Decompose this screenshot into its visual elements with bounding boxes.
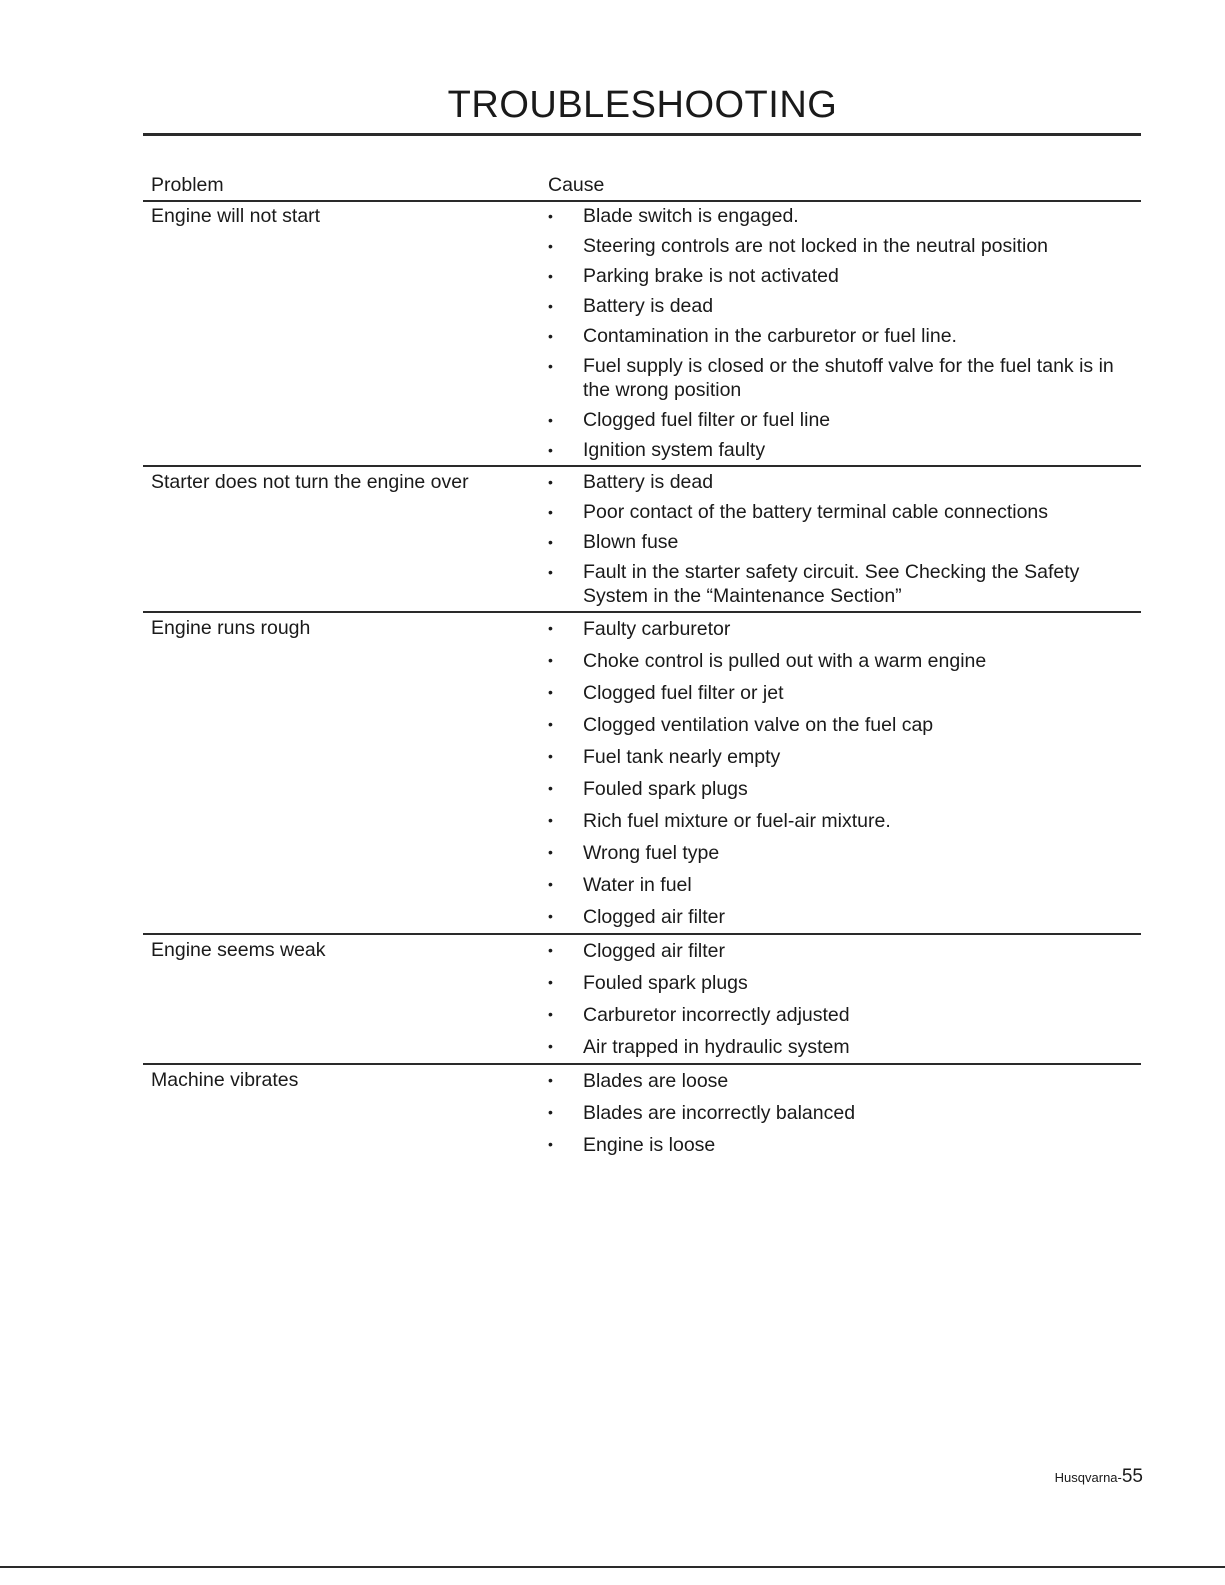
problem-column-header: Problem <box>151 174 224 196</box>
problem-label: Engine runs rough <box>151 617 311 639</box>
problem-group <box>143 613 1141 935</box>
cause-item <box>548 557 1141 611</box>
bullet-icon: • <box>548 684 553 700</box>
cause-item <box>548 613 1141 645</box>
page-footer <box>1055 1466 1143 1488</box>
bullet-icon: • <box>548 1072 553 1088</box>
bullet-icon: • <box>548 534 553 550</box>
cause-text: Battery is dead <box>583 295 714 317</box>
cause-text: Clogged air filter <box>583 940 725 962</box>
bullet-icon: • <box>548 298 553 314</box>
cause-list <box>143 613 1141 933</box>
bullet-icon: • <box>548 652 553 668</box>
cause-text: Fault in the starter safety circuit. See Checking the Safety System in the “Maintenance Section” <box>583 561 1080 607</box>
cause-column-header: Cause <box>548 174 605 196</box>
cause-item <box>548 709 1141 741</box>
cause-item <box>548 261 1141 291</box>
bullet-icon: • <box>548 974 553 990</box>
cause-item <box>548 869 1141 901</box>
bullet-icon: • <box>548 328 553 344</box>
cause-item <box>548 805 1141 837</box>
bullet-icon: • <box>548 208 553 224</box>
problem-label: Machine vibrates <box>151 1069 299 1091</box>
cause-text: Clogged fuel filter or jet <box>583 682 784 704</box>
cause-text: Contamination in the carburetor or fuel line. <box>583 325 957 347</box>
cause-item <box>548 201 1141 231</box>
cause-text: Carburetor incorrectly adjusted <box>583 1004 850 1026</box>
cause-text: Wrong fuel type <box>583 842 720 864</box>
bottom-divider <box>0 1566 1225 1568</box>
bullet-icon: • <box>548 620 553 636</box>
bullet-icon: • <box>548 474 553 490</box>
cause-text: Fouled spark plugs <box>583 972 748 994</box>
page-title: TROUBLESHOOTING <box>447 84 838 126</box>
problem-label: Starter does not turn the engine over <box>151 471 469 493</box>
cause-item <box>548 677 1141 709</box>
cause-item <box>548 321 1141 351</box>
problem-label: Engine will not start <box>151 205 321 227</box>
bullet-icon: • <box>548 812 553 828</box>
bullet-icon: • <box>548 442 553 458</box>
cause-text: Blade switch is engaged. <box>583 205 799 227</box>
footer-brand: Husqvarna- <box>1054 1470 1122 1485</box>
cause-item <box>548 435 1141 465</box>
cause-item <box>548 741 1141 773</box>
cause-item <box>548 231 1141 261</box>
cause-item <box>548 497 1141 527</box>
bullet-icon: • <box>548 564 553 580</box>
bullet-icon: • <box>548 1136 553 1152</box>
cause-item <box>548 901 1141 933</box>
cause-item <box>548 527 1141 557</box>
cause-item <box>548 1031 1141 1063</box>
bullet-icon: • <box>548 876 553 892</box>
cause-item <box>548 999 1141 1031</box>
bullet-icon: • <box>548 358 553 374</box>
cause-text: Faulty carburetor <box>583 618 731 640</box>
cause-item <box>548 405 1141 435</box>
problem-group <box>143 467 1141 613</box>
bullet-icon: • <box>548 716 553 732</box>
cause-item <box>548 1097 1141 1129</box>
problem-group <box>143 201 1141 467</box>
cause-text: Steering controls are not locked in the neutral position <box>583 235 1049 257</box>
cause-text: Fuel tank nearly empty <box>583 746 781 768</box>
bullet-icon: • <box>548 780 553 796</box>
bullet-icon: • <box>548 1006 553 1022</box>
bullet-icon: • <box>548 1104 553 1120</box>
bullet-icon: • <box>548 844 553 860</box>
cause-item <box>548 837 1141 869</box>
table-header <box>143 171 1141 202</box>
cause-item <box>548 967 1141 999</box>
cause-text: Engine is loose <box>583 1134 716 1156</box>
cause-text: Water in fuel <box>583 874 692 896</box>
cause-text: Battery is dead <box>583 471 714 493</box>
page-number: 55 <box>1121 1466 1143 1487</box>
cause-text: Clogged ventilation valve on the fuel cap <box>583 714 934 736</box>
cause-text: Ignition system faulty <box>583 439 766 461</box>
problem-label: Engine seems weak <box>151 939 326 961</box>
cause-text: Parking brake is not activated <box>583 265 839 287</box>
title-divider <box>143 133 1141 136</box>
bullet-icon: • <box>548 748 553 764</box>
cause-text: Air trapped in hydraulic system <box>583 1036 850 1058</box>
cause-item <box>548 1065 1141 1097</box>
bullet-icon: • <box>548 504 553 520</box>
bullet-icon: • <box>548 1038 553 1054</box>
cause-text: Fuel supply is closed or the shutoff valve for the fuel tank is in the wrong position <box>583 355 1114 401</box>
cause-list <box>143 201 1141 465</box>
bullet-icon: • <box>548 908 553 924</box>
cause-text: Choke control is pulled out with a warm engine <box>583 650 987 672</box>
bullet-icon: • <box>548 942 553 958</box>
cause-item <box>548 291 1141 321</box>
cause-item <box>548 1129 1141 1161</box>
cause-item <box>548 467 1141 497</box>
cause-text: Blown fuse <box>583 531 679 553</box>
cause-item <box>548 935 1141 967</box>
cause-text: Fouled spark plugs <box>583 778 748 800</box>
cause-text: Poor contact of the battery terminal cable connections <box>583 501 1049 523</box>
problem-group <box>143 1065 1141 1161</box>
bullet-icon: • <box>548 412 553 428</box>
cause-text: Rich fuel mixture or fuel-air mixture. <box>583 810 891 832</box>
cause-item <box>548 351 1141 405</box>
cause-text: Clogged fuel filter or fuel line <box>583 409 831 431</box>
bullet-icon: • <box>548 238 553 254</box>
cause-item <box>548 645 1141 677</box>
troubleshooting-table <box>143 201 1141 1161</box>
cause-text: Clogged air filter <box>583 906 725 928</box>
problem-group <box>143 935 1141 1065</box>
cause-text: Blades are loose <box>583 1070 729 1092</box>
cause-text: Blades are incorrectly balanced <box>583 1102 856 1124</box>
cause-item <box>548 773 1141 805</box>
bullet-icon: • <box>548 268 553 284</box>
